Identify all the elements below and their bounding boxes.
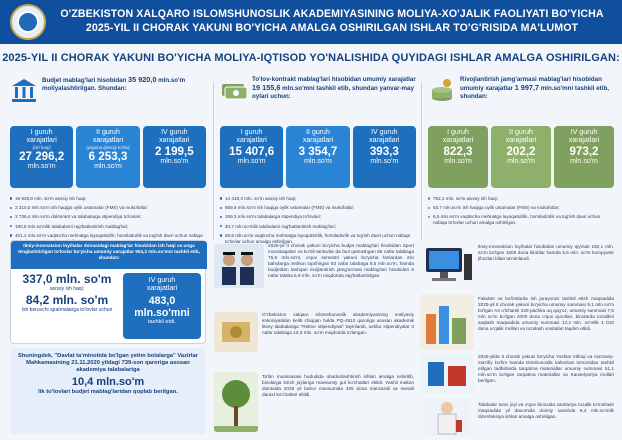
page-title	[52, 7, 612, 35]
header-banner	[0, 0, 622, 44]
trees-image	[214, 372, 258, 432]
academy-logo-icon	[10, 4, 46, 40]
paragraph-rewards: 2025-yil II chorak yakuni bo'yicha budjet mablag'lari hisobidan Sport musobaqalari va ko'rik-tanlovlar da faol qatnashgan 95 nafar talabaga 75,6 mln.so'm, o'quv semestri yakuni bo'yicha fanlardan a'lo baholarga imtihon topshirgan 83 nafar talabaga 8,5 mln.so'm, hamda budjetdan tashqari rivojlantirish jamg'armasi mablag'lari hisobidan 6 nafar talaba 6,9 mln. so'm miqdorida rag'batlantirilgan.	[268, 243, 414, 278]
paragraph-books: Ilmiy-innovatsion loyihalar hisobidan umumiy qiymati 192,1 mln. so'm bo'lgan 1500 dona kitoblar hamda 5,6 mln. so'm kompyuter jihozlari bilan ta'minlandi.	[478, 244, 614, 261]
budget-card-group-4: IV guruh xarajatlari 2 199,5 mln.so'm	[143, 126, 206, 188]
contract-header: To'lov-kontrakt mablag'lari hisobidan umumiy xarajatlar 19 155,6 mln.so'mni tashkil etib, shundan yanvar-may oylari uchun:	[252, 76, 416, 100]
materials-image	[420, 354, 474, 394]
budget-card-group-1: I guruh xarajatlari (ish haqi) 27 296,2 mln.so'm	[10, 126, 73, 188]
paragraph-supplies: Fakultet va bo'limlarda ish jarayonini tashkil etish maqsadida 2025-yil II chorak yakuni bo'yicha umumiy summasi 9,1 mln.so'm bo'lgan A4 o'lchamli 229 pachka oq qog'oz, umumiy summasi 7,5 mln so'm bo'lgan 2000 dona o'quv qurollari, binolarda tozalikni saqlash maqsadida umumiy summasi 13,2 mln. so'mlik 1 010 dona xo'jalik mollari va tozalash vositalari taqdim etildi.	[478, 296, 614, 331]
savings-icon	[428, 76, 456, 104]
list-item: 401,2 mln.so'm vaqtincha mehnatga layoqatsizlik, homiladorlik va tug'ish davri uchun nafaqa	[10, 233, 206, 245]
budget-cards	[10, 126, 206, 188]
money-icon	[220, 76, 248, 104]
scholarship-image	[214, 312, 258, 352]
list-item: 6,5 mln.so'm vaqtincha mehnatga layoqatsizlik, homiladorlik va tug'ish davri uchun nafaqa to'lovlar uchun amalga oshirilgan.	[428, 214, 614, 226]
development-card-group-1: I guruh xarajatlari 822,3 mln.so'm	[428, 126, 488, 188]
contract-card-group-4: IV guruh xarajatlari 393,3 mln.so'm	[353, 126, 416, 188]
paragraph-materials: 2025-yilda II chorak yakuni bo'yicha Yoshlar ittifoqi va ma'naviy-ma'rifiy bo'lim hamda Dinshunoslik kafedrasi tomonidan tashkil etilgan tadbirlarda tarqatma materiallar umumiy summasi 51,1 mln.so'm bo'lgan tarqatma materiallar va Kanselyariya mollari berilgan.	[478, 354, 614, 383]
paragraph-landscaping: Ta'lim muassasasi hududida obodonlashtirish ishlari amalga oshirilib, binolarga kirish joylariga mavsumiy gul ko'chatlari ekildi. Yashil makon doirasida 2025 yil bahor mavsumida 425 dona manzarali va mevali daraxt ko'chatlari ekildi.	[262, 374, 414, 397]
development-section	[428, 76, 614, 229]
list-item: 40,7 mln.so'mlik talabalarni rag'batlantirish mablag'lari;	[220, 224, 416, 230]
computer-image	[420, 244, 474, 288]
development-card-group-2: II guruh xarajatlari 202,2 mln.so'm	[491, 126, 551, 188]
list-item: 63,7 mln.so'm ish haqiga oylik ustamalar (FMS) va mukofotlar;	[428, 205, 614, 211]
contract-cards	[220, 126, 416, 188]
innovation-header: Ilmiy-innovatsion loyihalar doirasidagi mablag'lar hisobidan ish haqi va unga tenglashtirilgan to'lovlar bo'yicha umumiy xarajatlar 904,2 mln.so'mni tashkil etib, shundan:	[11, 241, 207, 269]
bank-icon	[10, 76, 38, 104]
budget-header: Budjet mablag'lari hisobidan 35 920,0 mln.so'm moliyalashtirilgan. Shundan:	[42, 75, 186, 92]
supplies-image	[420, 294, 474, 350]
innovation-panel	[10, 240, 206, 344]
paragraph-disinfection: Talabalar turar joyi va o'quv binosida sanitariya tozalik tu'minlash maqsadida yil davomida doimiy ravishda 8,4 mln.so'mlik dizenfeksiya ishlari amalga oshirilgan.	[478, 402, 614, 419]
list-item: 752,1 mln. so'm asosiy ish haqi;	[428, 196, 614, 202]
budget-section	[10, 76, 206, 248]
contract-card-group-1: I guruh xarajatlari 15 407,6 mln.so'm	[220, 126, 283, 188]
list-item: 3 210,0 mln.so'm ish haqiga oylik ustamalar (FMS) va mukofotlar;	[10, 205, 206, 211]
list-item: 199,3 mln.so'm talabalarga stipendiya to'lovlari;	[220, 214, 416, 220]
graduates-image	[214, 244, 264, 288]
development-cards	[428, 126, 614, 188]
list-item: 659,5 mln.so'm ish haqiga oylik ustamalar (FMS) va mukofotlar;	[220, 205, 416, 211]
divider	[421, 82, 422, 240]
development-bullets	[428, 196, 614, 226]
development-card-group-4: IV guruh xarajatlari 973,2 mln.so'm	[554, 126, 614, 188]
list-item: 190,8 mln.so'mlik talabalarni rag'batlantirish mablag'lari;	[10, 224, 206, 230]
contract-bullets	[220, 196, 416, 244]
contract-section	[220, 76, 416, 248]
innovation-card: IV guruh xarajatlari 483,0 mln.so'mni tashkil etdi.	[123, 273, 201, 339]
innovation-stats: 337,0 mln. so'm asosiy ish haqi; 84,2 mln. so'm Ish beruvchi ajratmalariga to'lovlar uchun	[21, 272, 113, 313]
contract-card-group-2: II guruh xarajatlari 3 354,7 mln.so'm	[286, 126, 349, 188]
title-line-2: 2025-YIL II CHORAK YAKUNI BO'YICHA AMALGA OSHIRILGAN ISHLAR TO'G'RISIDA MA'LUMOT	[85, 22, 579, 34]
disinfection-image	[424, 398, 470, 436]
divider	[213, 82, 214, 240]
paragraph-stipend: O'zbekiston xalqaro islomshunoslik akademiyasining moliyaviy imkoniyatidan kelib chiqqan holda PQ-4910 qaroriga asosan akademik litsey talabalariga "Rektor stipendiyasi" tayinlanib, ushbu stipendiyalar 3 nafar talabaga 10,3 mln. so'm miqdorida to'langan.	[262, 312, 414, 335]
section-subtitle: 2025-YIL II CHORAK YAKUNI BO'YICHA MOLIYA-IQTISOD YO'NALISHIDA QUYIDAGI ISHLAR AMALGA OSHIRILGAN:	[2, 52, 620, 64]
budget-card-group-2: II guruh xarajatlari (yagona ijtimoiy to'lov) 6 253,3 mln.so'm	[76, 126, 139, 188]
development-header: Rivojlantirish jamg'armasi mablag'lari hisobidan umumiy xarajatlar 1 997,7 mln.so'mni tashkil etib, shundan:	[460, 76, 609, 100]
budget-bullets	[10, 196, 206, 244]
list-item: 89,8 mln.so'm vaqtincha mehnatga layoqatsizlik, homiladorlik va tug'ish davri uchun nafaqa to'lovlar uchun amalga oshirilgan.	[220, 233, 416, 245]
list-item: 14 418,3 mln. so'm asosiy ish haqi;	[220, 196, 416, 202]
orphans-note: Shuningdek, "Davlat ta'minotida bo'lgan yetim bolalarga" Vazirlar Mahkamasining 21.11.2020 yildagi 739-son qaroriga asosan akademiya talabalariga 10,4 mln.so'm lik to'lovlari budjet mablag'laridan qoplab berilgan.	[10, 348, 206, 434]
list-item: 19 928,8 mln. so'm asosiy ish haqi;	[10, 196, 206, 202]
list-item: 3 736,4 mln.so'm doktorant va talabalarga stipendiya to'lovlari;	[10, 214, 206, 220]
title-line-1: O'ZBEKISTON XALQARO ISLOMSHUNOSLIK AKADEMIYASINING MOLIYA-XO'JALIK FAOLIYATI BO'YICHA	[60, 8, 604, 20]
